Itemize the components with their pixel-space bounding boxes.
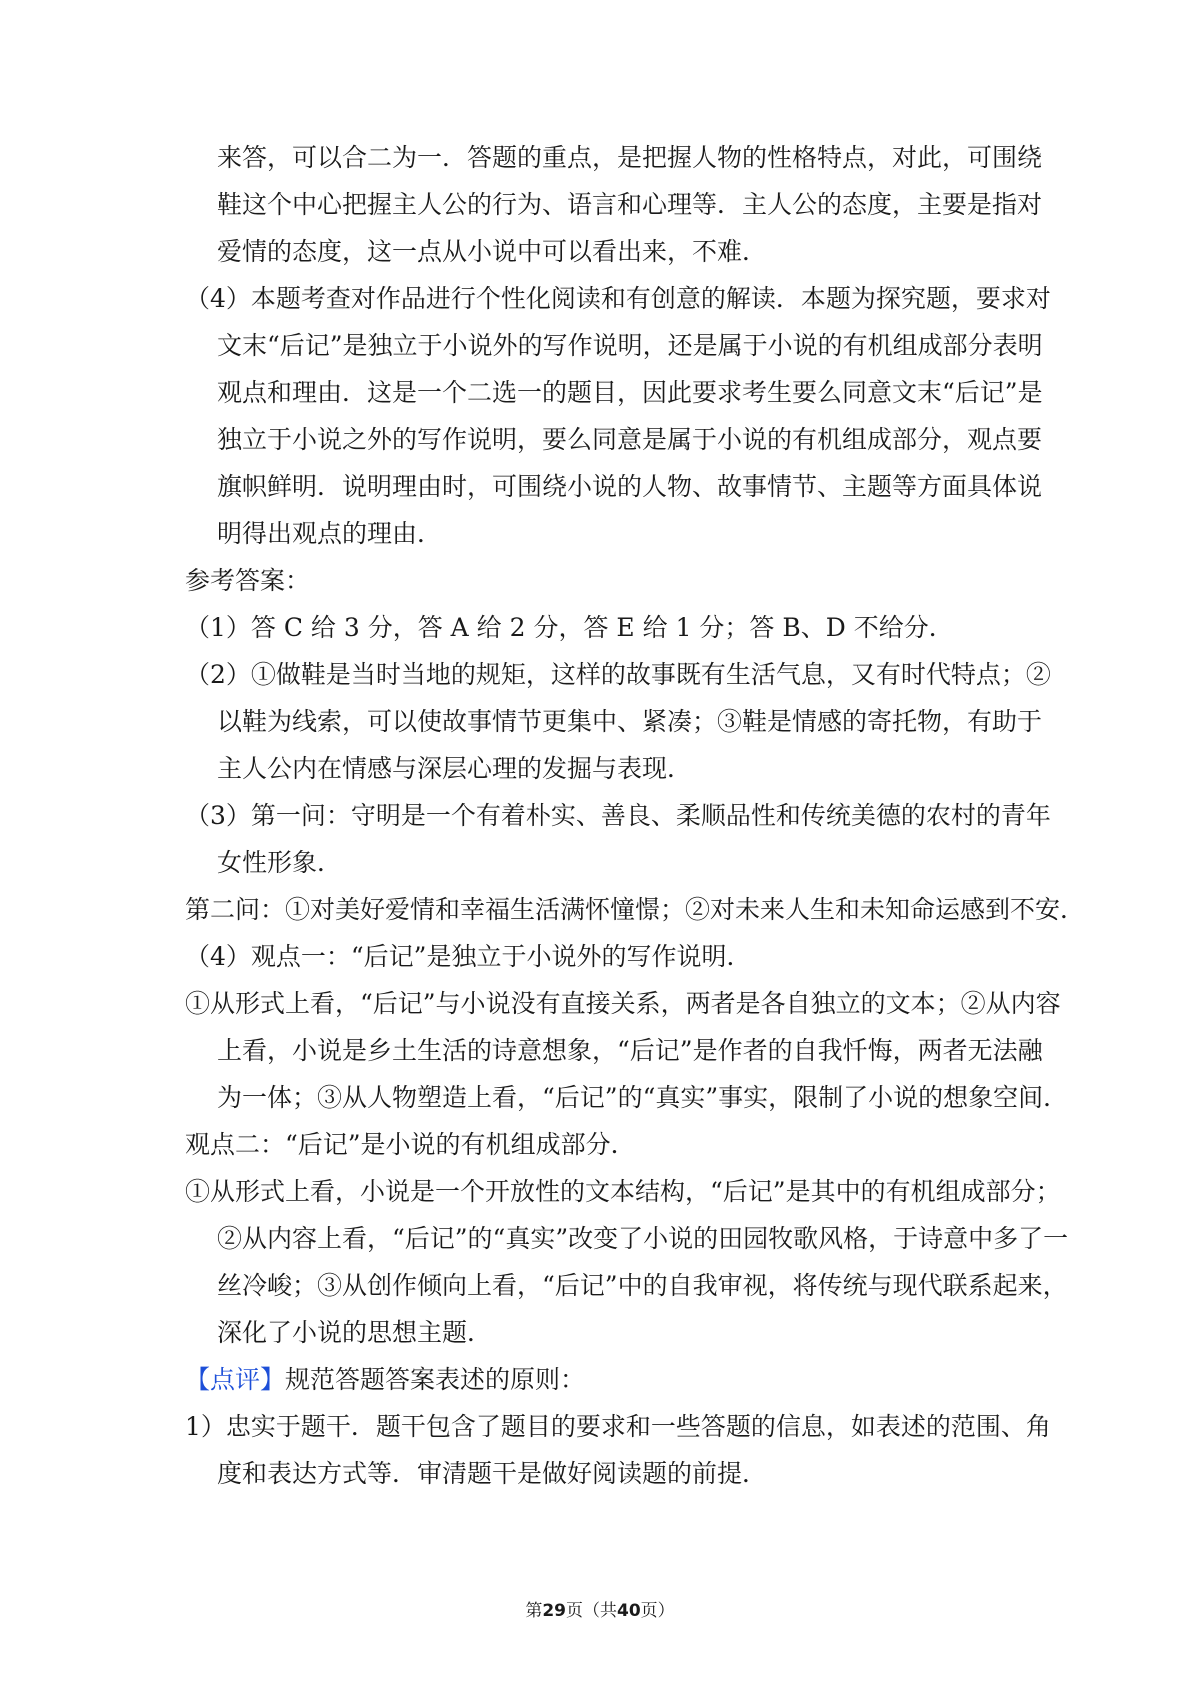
footer-suffix: 页）: [640, 1601, 675, 1621]
text-line: 1）忠实于题干．题干包含了题目的要求和一些答题的信息，如表述的范围、角: [185, 1412, 1051, 1441]
text-line: 深化了小说的思想主题．: [217, 1318, 493, 1347]
text-line: 以鞋为线索，可以使故事情节更集中、紧凑；③鞋是情感的寄托物，有助于: [217, 707, 1043, 736]
text-line: （2）①做鞋是当时当地的规矩，这样的故事既有生活气息，又有时代特点；②: [185, 660, 1051, 689]
text-line: 丝冷峻；③从创作倾向上看，“后记”中的自我审视，将传统与现代联系起来，: [217, 1271, 1068, 1300]
footer-total-pages: 40: [617, 1601, 641, 1621]
footer-page-number: 29: [542, 1601, 566, 1621]
text-line: 上看，小说是乡土生活的诗意想象，“后记”是作者的自我忏悔，两者无法融: [217, 1036, 1043, 1065]
text-line: （4）本题考查对作品进行个性化阅读和有创意的解读．本题为探究题，要求对: [185, 284, 1051, 313]
text-line: 旗帜鲜明．说明理由时，可围绕小说的人物、故事情节、主题等方面具体说: [217, 472, 1043, 501]
text-line: 明得出观点的理由．: [217, 519, 443, 548]
footer-prefix: 第: [525, 1601, 543, 1621]
text-line: ②从内容上看，“后记”的“真实”改变了小说的田园牧歌风格，于诗意中多了一: [217, 1224, 1069, 1253]
text-line: 观点和理由．这是一个二选一的题目，因此要求考生要么同意文末“后记”是: [217, 378, 1043, 407]
text-line: ①从形式上看，小说是一个开放性的文本结构，“后记”是其中的有机组成部分；: [185, 1177, 1061, 1206]
text-line: 爱情的态度，这一点从小说中可以看出来，不难．: [217, 237, 768, 266]
text-line: 第二问：①对美好爱情和幸福生活满怀憧憬；②对未来人生和未知命运感到不安．: [185, 895, 1086, 924]
text-line: 女性形象．: [217, 848, 343, 877]
text-line: 文末“后记”是独立于小说外的写作说明，还是属于小说的有机组成部分表明: [217, 331, 1043, 360]
page-footer: [0, 1599, 1200, 1623]
text-line: 为一体；③从人物塑造上看，“后记”的“真实”事实，限制了小说的想象空间．: [217, 1083, 1069, 1112]
text-line: （1）答 C 给 3 分，答 A 给 2 分，答 E 给 1 分；答 B、D 不给分．: [185, 613, 954, 642]
text-line: ①从形式上看，“后记”与小说没有直接关系，两者是各自独立的文本；②从内容: [185, 989, 1061, 1018]
text-line: 观点二：“后记”是小说的有机组成部分．: [185, 1130, 636, 1159]
review-line: [185, 1356, 1045, 1403]
text-line: （3）第一问：守明是一个有着朴实、善良、柔顺品性和传统美德的农村的青年: [185, 801, 1051, 830]
text-line: （4）观点一：“后记”是独立于小说外的写作说明．: [185, 942, 752, 971]
review-text: 规范答题答案表述的原则：: [285, 1365, 586, 1394]
text-line: 来答，可以合二为一．答题的重点，是把握人物的性格特点，对此，可围绕: [217, 143, 1043, 172]
text-line: 独立于小说之外的写作说明，要么同意是属于小说的有机组成部分，观点要: [217, 425, 1043, 454]
section-heading: 参考答案：: [185, 566, 311, 595]
text-line: 度和表达方式等．审清题干是做好阅读题的前提．: [217, 1459, 768, 1488]
text-line: 主人公内在情感与深层心理的发掘与表现．: [217, 754, 693, 783]
review-tag: 【点评】: [185, 1365, 286, 1394]
footer-middle: 页（共: [566, 1601, 617, 1621]
text-line: 鞋这个中心把握主人公的行为、语言和心理等．主人公的态度，主要是指对: [217, 190, 1043, 219]
